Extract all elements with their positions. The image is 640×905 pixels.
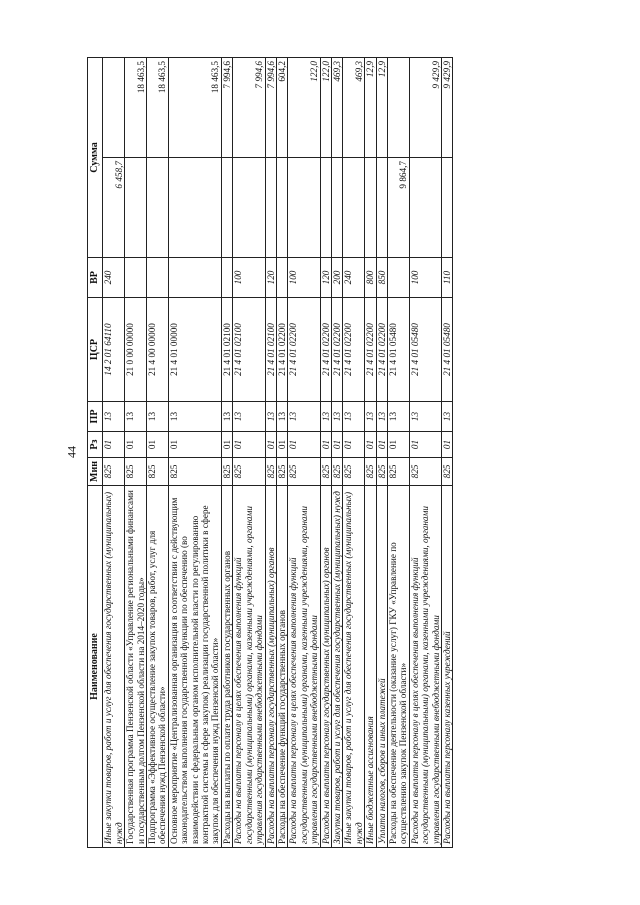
table-row (125, 58, 147, 848)
cell-pr: 13 (331, 402, 342, 432)
cell-sum-1 (233, 158, 265, 258)
cell-vr (221, 258, 232, 298)
cell-pr: 13 (376, 402, 387, 432)
cell-name: Государственная программа Пензенской области «Управление региональными финансами и государственным долгом Пензенской области на 2014–2020 годы» (125, 486, 147, 848)
table-row (168, 58, 221, 848)
cell-sum-1 (442, 158, 453, 258)
cell-csr: 21 4 01 05480 (442, 298, 453, 402)
cell-sum-1 (276, 158, 287, 258)
cell-vr (168, 258, 221, 298)
cell-pr: 13 (233, 402, 265, 432)
cell-rz: 01 (147, 432, 169, 458)
cell-pr: 13 (387, 402, 409, 432)
cell-sum-2: 12,9 (365, 58, 376, 158)
cell-rz: 01 (221, 432, 232, 458)
cell-name: Расходы на выплаты персоналу в целях обеспечения выполнения функций государственными (муниципальными) органами, казенными учреждениями, органами управления государственными внебюджетными фондами (233, 486, 265, 848)
cell-min: 825 (442, 458, 453, 486)
table-body (103, 58, 453, 848)
cell-vr: 120 (265, 258, 276, 298)
cell-csr: 21 4 01 02100 (221, 298, 232, 402)
cell-rz: 01 (288, 432, 320, 458)
cell-pr: 13 (168, 402, 221, 432)
cell-csr: 21 4 01 05480 (387, 298, 409, 402)
cell-csr: 21 4 01 02200 (320, 298, 331, 402)
cell-sum-1 (365, 158, 376, 258)
cell-min: 825 (288, 458, 320, 486)
cell-pr: 13 (409, 402, 441, 432)
table-row (288, 58, 320, 848)
cell-csr: 14 2 01 64110 (103, 298, 125, 402)
cell-vr: 240 (103, 258, 125, 298)
cell-csr: 21 4 01 02200 (365, 298, 376, 402)
cell-sum-2 (387, 58, 409, 158)
table-row (276, 58, 287, 848)
cell-sum-2 (103, 58, 125, 158)
cell-min: 825 (276, 458, 287, 486)
cell-vr: 100 (288, 258, 320, 298)
cell-sum-2: 18 463,5 (125, 58, 147, 158)
cell-name: Иные бюджетные ассигнования (365, 486, 376, 848)
cell-csr: 21 4 01 02200 (276, 298, 287, 402)
header-pr: ПР (88, 402, 103, 432)
table-row (442, 58, 453, 848)
cell-csr: 21 4 01 05480 (409, 298, 441, 402)
page-number: 44 (64, 446, 79, 458)
header-name: Наименование (88, 486, 103, 848)
cell-vr: 100 (409, 258, 441, 298)
cell-name: Расходы на выплаты персоналу в целях обеспечения выполнения функций государственными (муниципальными) органами, казенными учреждениями, органами управления государственными внебюджетными фондами (409, 486, 441, 848)
table-row (265, 58, 276, 848)
cell-sum-2: 469,3 (331, 58, 342, 158)
cell-min: 825 (221, 458, 232, 486)
cell-rz: 01 (103, 432, 125, 458)
cell-name: Расходы на обеспечение функций государственных органов (276, 486, 287, 848)
cell-sum-1 (376, 158, 387, 258)
cell-sum-1: 6 458,7 (103, 158, 125, 258)
cell-name: Расходы на обеспечение деятельности (оказание услуг) ГКУ «Управление по осуществлению закупок Пензенской области» (387, 486, 409, 848)
cell-pr: 13 (320, 402, 331, 432)
cell-pr: 13 (365, 402, 376, 432)
table-row (320, 58, 331, 848)
cell-vr (147, 258, 169, 298)
cell-vr: 120 (320, 258, 331, 298)
cell-csr: 21 0 00 00000 (125, 298, 147, 402)
cell-rz: 01 (376, 432, 387, 458)
cell-rz: 01 (233, 432, 265, 458)
cell-sum-1 (221, 158, 232, 258)
cell-min: 825 (331, 458, 342, 486)
cell-min: 825 (265, 458, 276, 486)
cell-min: 825 (168, 458, 221, 486)
cell-min: 825 (387, 458, 409, 486)
cell-rz: 01 (387, 432, 409, 458)
cell-rz: 01 (125, 432, 147, 458)
cell-pr: 13 (125, 402, 147, 432)
cell-sum-2: 9 429,9 (409, 58, 441, 158)
cell-vr: 110 (442, 258, 453, 298)
cell-name: Расходы на выплаты персоналу государственных (муниципальных) органов (320, 486, 331, 848)
cell-vr: 850 (376, 258, 387, 298)
table-row (103, 58, 125, 848)
cell-pr: 13 (221, 402, 232, 432)
cell-rz: 01 (168, 432, 221, 458)
table-header (88, 58, 103, 848)
cell-sum-2: 9 429,9 (442, 58, 453, 158)
cell-csr: 21 4 01 02200 (343, 298, 365, 402)
cell-pr: 13 (103, 402, 125, 432)
budget-table (87, 57, 453, 848)
cell-vr: 100 (233, 258, 265, 298)
cell-vr: 240 (343, 258, 365, 298)
cell-sum-2: 122,0 (320, 58, 331, 158)
cell-rz: 01 (343, 432, 365, 458)
cell-csr: 21 4 01 02200 (376, 298, 387, 402)
rotated-page (87, 58, 627, 848)
table-row (233, 58, 265, 848)
cell-min: 825 (103, 458, 125, 486)
cell-csr: 21 4 01 02200 (288, 298, 320, 402)
cell-min: 825 (125, 458, 147, 486)
cell-min: 825 (320, 458, 331, 486)
cell-sum-2: 7 994,6 (233, 58, 265, 158)
cell-rz: 01 (331, 432, 342, 458)
cell-min: 825 (233, 458, 265, 486)
cell-rz: 01 (265, 432, 276, 458)
cell-sum-1 (125, 158, 147, 258)
cell-sum-1 (320, 158, 331, 258)
cell-sum-2: 122,0 (288, 58, 320, 158)
cell-vr: 800 (365, 258, 376, 298)
cell-name: Расходы на выплаты персоналу в целях обеспечения выполнения функций государственными (муниципальными) органами, казенными учреждениями, органами управления государственными внебюджетными фондами (288, 486, 320, 848)
table-row (331, 58, 342, 848)
cell-sum-1 (343, 158, 365, 258)
cell-min: 825 (343, 458, 365, 486)
cell-sum-2: 7 994,6 (221, 58, 232, 158)
cell-name: Иные закупки товаров, работ и услуг для обеспечения государственных (муниципальных) нужд (103, 486, 125, 848)
cell-min: 825 (409, 458, 441, 486)
table-row (343, 58, 365, 848)
cell-name: Расходы на выплаты персоналу казенных учреждений (442, 486, 453, 848)
cell-rz: 01 (365, 432, 376, 458)
cell-vr (125, 258, 147, 298)
cell-csr: 21 4 01 02100 (265, 298, 276, 402)
header-sum: Сумма (88, 58, 103, 258)
header-min: Мин (88, 458, 103, 486)
cell-pr: 13 (276, 402, 287, 432)
cell-rz: 01 (409, 432, 441, 458)
cell-pr: 13 (265, 402, 276, 432)
cell-rz: 01 (276, 432, 287, 458)
cell-csr: 21 4 00 00000 (147, 298, 169, 402)
cell-name: Иные закупки товаров, работ и услуг для обеспечения государственных (муниципальных) нужд (343, 486, 365, 848)
cell-sum-1 (409, 158, 441, 258)
header-rz: Рз (88, 432, 103, 458)
cell-pr: 13 (343, 402, 365, 432)
cell-sum-2: 18 463,5 (168, 58, 221, 158)
cell-sum-2: 12,9 (376, 58, 387, 158)
cell-rz: 01 (442, 432, 453, 458)
cell-vr: 200 (331, 258, 342, 298)
cell-pr: 13 (288, 402, 320, 432)
cell-sum-1 (168, 158, 221, 258)
cell-csr: 21 4 01 02100 (233, 298, 265, 402)
cell-name: Уплата налогов, сборов и иных платежей (376, 486, 387, 848)
table-row (147, 58, 169, 848)
cell-sum-1 (288, 158, 320, 258)
cell-rz: 01 (320, 432, 331, 458)
table-row (376, 58, 387, 848)
table-row (387, 58, 409, 848)
header-csr: ЦСР (88, 298, 103, 402)
cell-min: 825 (147, 458, 169, 486)
cell-name: Расходы на выплаты по оплате труда работников государственных органов (221, 486, 232, 848)
cell-sum-1 (147, 158, 169, 258)
cell-csr: 21 4 01 02200 (331, 298, 342, 402)
table-row (365, 58, 376, 848)
cell-sum-1 (331, 158, 342, 258)
cell-vr (387, 258, 409, 298)
cell-sum-2: 7 994,6 (265, 58, 276, 158)
cell-sum-1: 9 864,7 (387, 158, 409, 258)
cell-sum-2: 469,3 (343, 58, 365, 158)
table-row (409, 58, 441, 848)
table-row (221, 58, 232, 848)
cell-csr: 21 4 01 00000 (168, 298, 221, 402)
cell-name: Подпрограмма «Эффективное осуществление закупок товаров, работ, услуг для обеспечения нужд Пензенской области» (147, 486, 169, 848)
cell-vr (276, 258, 287, 298)
cell-pr: 13 (147, 402, 169, 432)
cell-name: Расходы на выплаты персоналу государственных (муниципальных) органов (265, 486, 276, 848)
cell-name: Закупка товаров, работ и услуг для обеспечения государственных (муниципальных) нужд (331, 486, 342, 848)
cell-name: Основное мероприятие «Централизованная организация в соответствии с действующим законодательством выполнения государственной функции по обеспечению (во взаимодействии с федеральным органом исполнительной власти по регулированию контрактной системы в сфере закупок) реализации государственной политики в сфере закупок для обеспечения нужд Пензенской области» (168, 486, 221, 848)
cell-sum-2: 18 463,5 (147, 58, 169, 158)
cell-pr: 13 (442, 402, 453, 432)
cell-sum-1 (265, 158, 276, 258)
header-vr: ВР (88, 258, 103, 298)
cell-sum-2: 604,2 (276, 58, 287, 158)
cell-min: 825 (365, 458, 376, 486)
cell-min: 825 (376, 458, 387, 486)
